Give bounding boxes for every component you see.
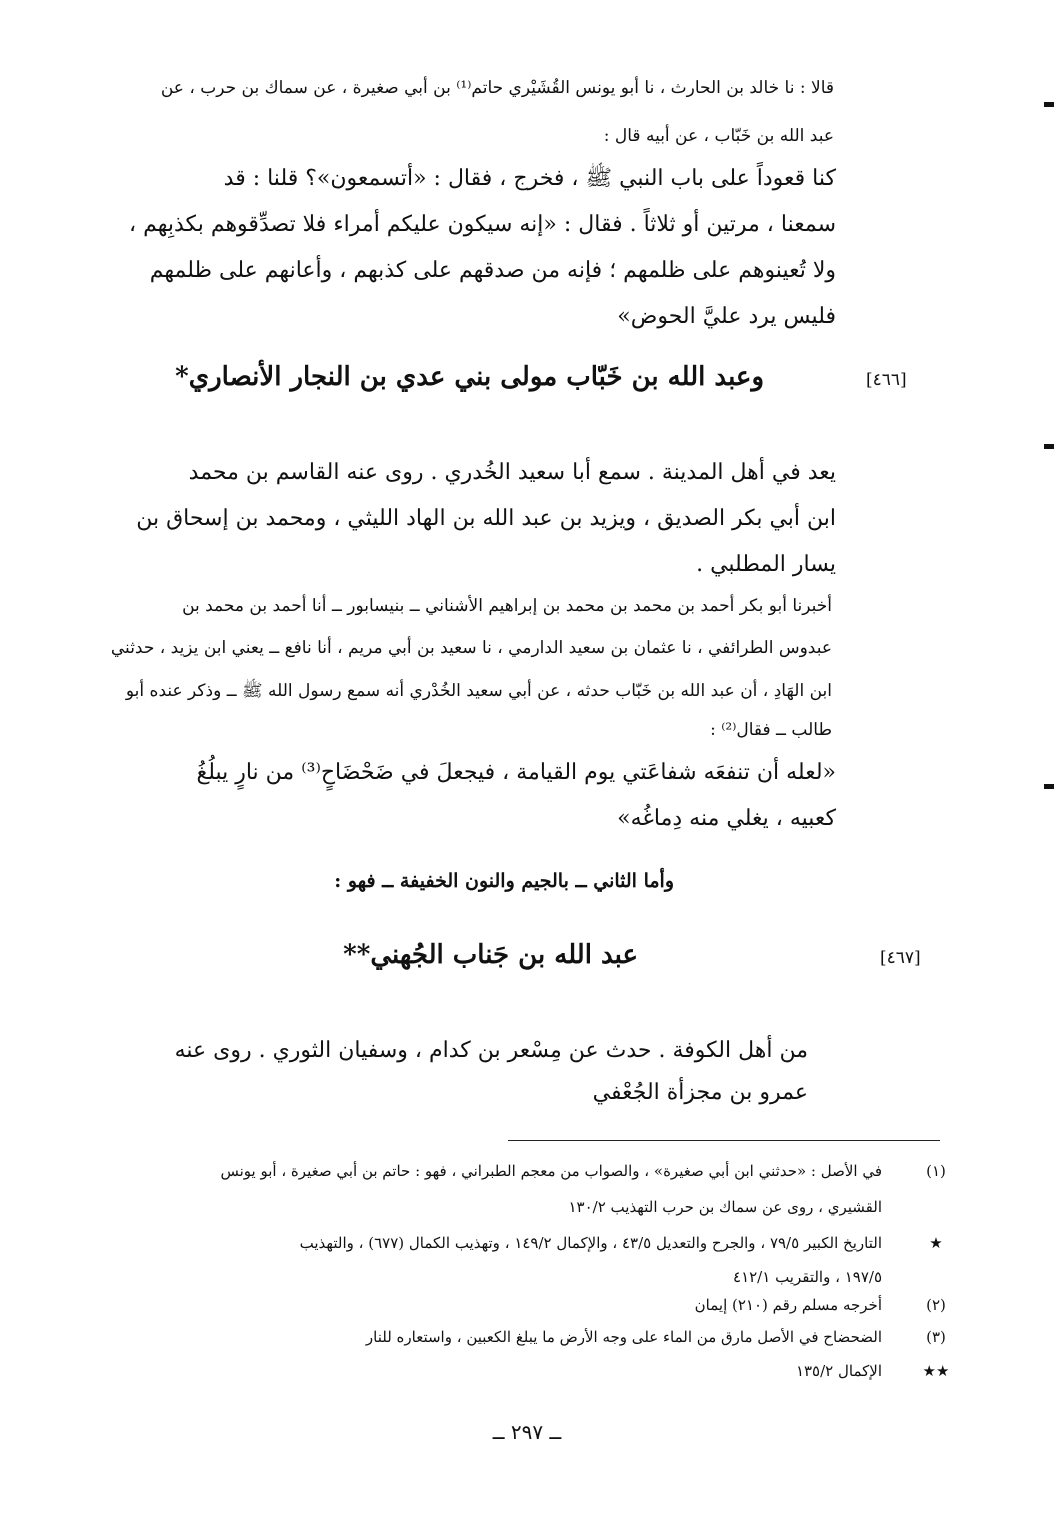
footnote-mark: ★★ [922, 1362, 950, 1380]
isnad-line: أخبرنا أبو بكر أحمد بن محمد بن محمد بن إبراهيم الأشناني ــ بنيسابور ــ أنا أحمد بن محمد بن [182, 596, 832, 616]
hadith-line: سمعنا ، مرتين أو ثلاثاً . فقال : «إنه سيكون عليكم أمراء فلا تصدِّقوهم بكذبِهم ، [129, 212, 836, 237]
bio-line: يسار المطلبي . [696, 552, 836, 577]
footnote-line: أخرجه مسلم رقم (٢١٠) إيمان [694, 1296, 882, 1314]
footnote-mark: (٣) [926, 1328, 946, 1346]
entry-number: [٤٦٦] [866, 370, 907, 390]
isnad-line: طالب ــ فقال⁽²⁾ : [710, 720, 832, 740]
page-number: ــ ٢٩٧ ــ [492, 1420, 562, 1444]
entry-title: وعبد الله بن خَبّاب مولى بني عدي بن النجار الأنصاري* [175, 362, 764, 392]
entry-title: عبد الله بن جَناب الجُهني** [343, 940, 638, 970]
margin-mark [1044, 102, 1054, 107]
footnote-mark: (١) [926, 1162, 946, 1180]
footnote-line: في الأصل : «حدثني ابن أبي صغيرة» ، والصواب من معجم الطبراني ، فهو : حاتم بن أبي صغيرة ، أبو يونس [220, 1162, 882, 1180]
footnote-line: الإكمال ١٣٥/٢ [795, 1362, 882, 1380]
entry-number: [٤٦٧] [880, 948, 921, 968]
footnote-rule [508, 1140, 940, 1141]
margin-mark [1044, 784, 1054, 789]
isnad-line: قالا : نا خالد بن الحارث ، نا أبو يونس القُشَيْري حاتم⁽¹⁾ بن أبي صغيرة ، عن سماك بن حرب ، عن [160, 78, 834, 98]
isnad-line: ابن الهَادِ ، أن عبد الله بن خَبّاب حدثه ، عن أبي سعيد الخُدْري أنه سمع رسول الله ﷺ ــ وذكر عنده أبو [125, 681, 832, 701]
hadith-line: فليس يرد عليَّ الحوض» [617, 304, 836, 329]
footnote-line: ١٩٧/٥ ، والتقريب ٤١٢/١ [733, 1268, 882, 1286]
hadith-line: كعبيه ، يغلي منه دِماغُه» [617, 806, 836, 831]
bio-line: يعد في أهل المدينة . سمع أبا سعيد الخُدري . روى عنه القاسم بن محمد [188, 460, 836, 485]
margin-mark [1044, 444, 1054, 449]
hadith-line: ولا تُعينوهم على ظلمهم ؛ فإنه من صدقهم على كذبهم ، وأعانهم على ظلمهم [149, 258, 836, 283]
hadith-line: «لعله أن تنفعَه شفاعَتي يوم القيامة ، فيجعلَ في ضَحْضَاحٍ⁽³⁾ من نارٍ يبلُغُ [196, 760, 836, 785]
bio-line: من أهل الكوفة . حدث عن مِسْعر بن كدام ، وسفيان الثوري . روى عنه [174, 1038, 808, 1063]
isnad-line: عبد الله بن خَبّاب ، عن أبيه قال : [603, 126, 834, 146]
isnad-line: عبدوس الطرائفي ، نا عثمان بن سعيد الدارمي ، نا سعيد بن أبي مريم ، أنا نافع ــ يعني ابن يزيد ، حدثني [110, 638, 832, 658]
bio-line: عمرو بن مجزأة الجُعْفي [592, 1080, 808, 1105]
footnote-mark: (٢) [926, 1296, 946, 1314]
bio-line: ابن أبي بكر الصديق ، ويزيد بن عبد الله بن الهاد الليثي ، ومحمد بن إسحاق بن [136, 506, 836, 531]
footnote-mark: ★ [929, 1234, 943, 1252]
section-subheading: وأما الثاني ــ بالجيم والنون الخفيفة ــ فهو : [334, 870, 674, 892]
hadith-line: كنا قعوداً على باب النبي ﷺ ، فخرج ، فقال : «أتسمعون»؟ قلنا : قد [223, 166, 836, 191]
footnote-line: الضحضاح في الأصل مارق من الماء على وجه الأرض ما يبلغ الكعبين ، واستعاره للنار [365, 1328, 882, 1346]
footnote-line: القشيري ، روى عن سماك بن حرب التهذيب ١٣٠/٢ [568, 1198, 882, 1216]
footnote-line: التاريخ الكبير ٧٩/٥ ، والجرح والتعديل ٤٣/٥ ، والإكمال ١٤٩/٢ ، وتهذيب الكمال (٦٧٧) ، والتهذيب [299, 1234, 882, 1252]
